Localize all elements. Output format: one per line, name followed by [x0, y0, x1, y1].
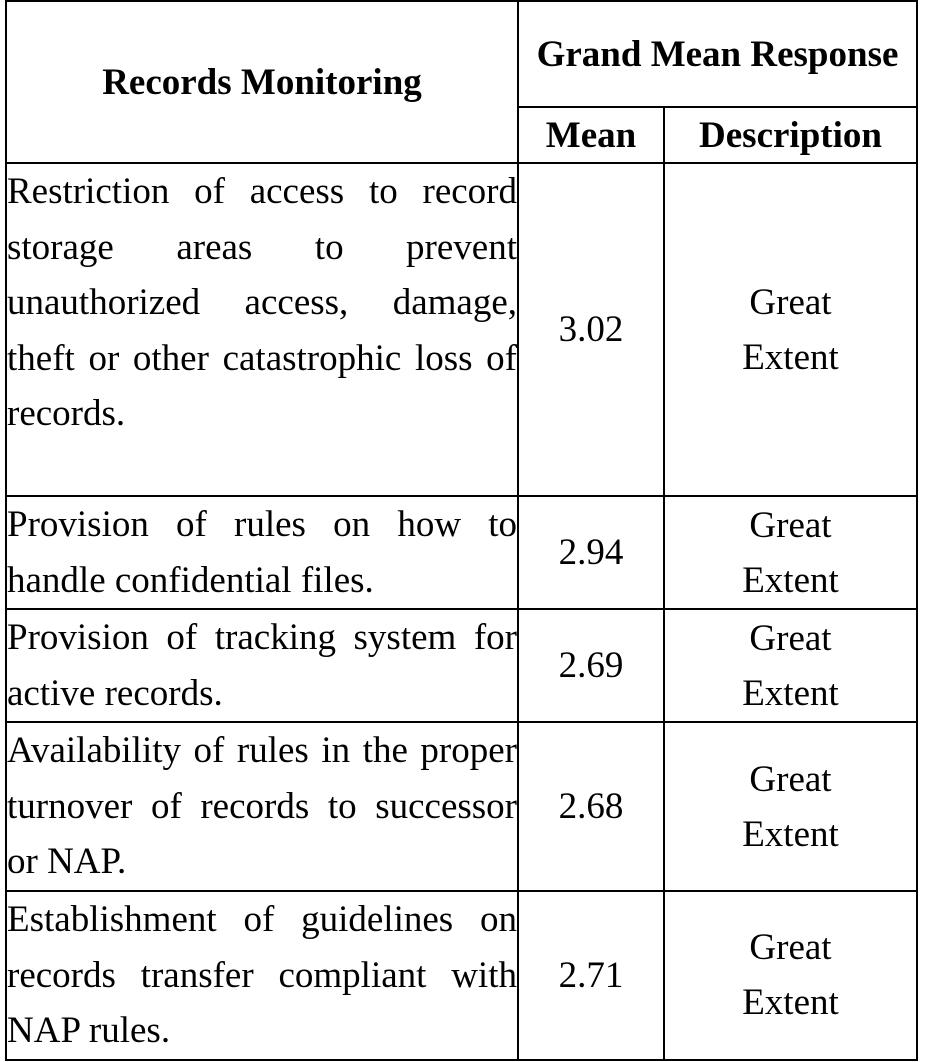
row-mean-value: 2.94 — [518, 496, 664, 609]
header-mean: Mean — [518, 107, 664, 163]
row-item-text: Availability of rules in the proper turnover of records to successor or NAP. — [6, 722, 518, 891]
table-row — [6, 891, 917, 1060]
header-records-monitoring: Records Monitoring — [6, 1, 518, 163]
row-mean-value: 3.02 — [518, 163, 664, 496]
row-mean-value: 2.69 — [518, 609, 664, 722]
row-description — [664, 496, 917, 609]
row-description — [664, 891, 917, 1060]
row-description-text: Great Extent — [742, 281, 839, 378]
row-mean-value: 2.71 — [518, 891, 664, 1060]
row-description — [664, 163, 917, 496]
header-grand-mean-response: Grand Mean Response — [518, 1, 917, 107]
table-row — [6, 163, 917, 496]
row-item-text: Provision of rules on how to handle confidential files. — [6, 496, 518, 609]
row-item-text: Provision of tracking system for active records. — [6, 609, 518, 722]
records-monitoring-table — [5, 0, 918, 1061]
table-row — [6, 496, 917, 609]
row-description-text: Great Extent — [742, 758, 839, 855]
row-description-text: Great Extent — [742, 617, 839, 714]
row-description-text: Great Extent — [742, 504, 839, 601]
row-item-text: Restriction of access to record storage areas to prevent unauthorized access, damage, theft or other catastrophic loss of records. — [6, 163, 518, 496]
row-item-text: Establishment of guidelines on records transfer compliant with NAP rules. — [6, 891, 518, 1060]
row-mean-value: 2.68 — [518, 722, 664, 891]
header-row-1 — [6, 1, 917, 107]
row-description-text: Great Extent — [742, 927, 839, 1024]
row-description — [664, 722, 917, 891]
header-description: Description — [664, 107, 917, 163]
table-row — [6, 722, 917, 891]
row-description — [664, 609, 917, 722]
table-row — [6, 609, 917, 722]
